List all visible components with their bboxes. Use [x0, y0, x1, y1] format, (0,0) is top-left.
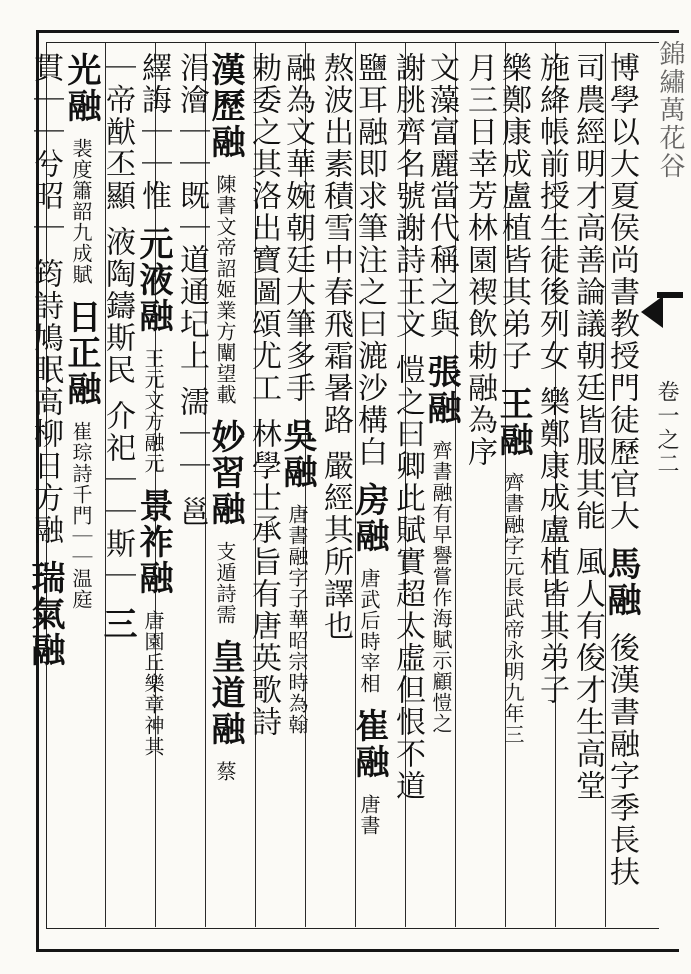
heading-term: 光融: [61, 52, 101, 124]
body-text: 月三日幸芳林園褉飲勅融為序: [462, 52, 497, 468]
body-text: 愷之曰卿此賦實超太虛但恨不道: [390, 354, 425, 802]
annotation-text: 蔡: [213, 761, 237, 782]
annotation-text: 齊書融字元長武帝永明九年三: [501, 472, 525, 745]
annotation-text: 王元文方融元: [141, 348, 165, 474]
heading-term: 王融: [493, 386, 533, 458]
annotation-text: 唐書融字子華昭宗時為翰: [285, 504, 309, 735]
annotation-text: 支遁詩需: [213, 541, 237, 625]
heading-term: 馬融: [601, 546, 641, 618]
body-text: 嚴經其所譯也: [318, 450, 353, 642]
body-text: 貫｜｜兮昭｜: [28, 52, 63, 244]
text-column: [133, 52, 173, 920]
text-column: [277, 52, 317, 920]
body-text: 鹽耳融即求筆注之曰漉沙構白: [352, 52, 387, 468]
text-column: [316, 52, 353, 920]
heading-term: 瑞氣融: [25, 560, 65, 668]
body-text: 司農經明才高善論議朝廷皆服其能: [570, 52, 605, 532]
body-text: 繹誨｜｜惟: [136, 52, 171, 212]
heading-term: 妙習融: [205, 419, 245, 527]
text-column: [532, 52, 569, 920]
body-text: 風人有俊才生高堂: [570, 546, 605, 802]
body-text: 謝朓齊名號謝詩王文: [390, 52, 425, 340]
text-column: [172, 52, 209, 920]
heading-term: 吳融: [277, 418, 317, 490]
fishtail-mark: [641, 296, 663, 328]
annotation-text: 崔琮詩千門｜｜温庭: [69, 421, 93, 610]
body-text: 濡｜｜: [174, 386, 209, 482]
text-column: [421, 52, 461, 920]
body-text: 後漢書融字季長扶: [604, 632, 639, 888]
text-column: [568, 52, 605, 920]
text-column: [61, 52, 101, 920]
text-column: [601, 52, 641, 920]
heading-term: 房融: [349, 482, 389, 554]
body-text: 涓澮｜｜既｜道通圮上: [174, 52, 209, 372]
text-column: [349, 52, 389, 920]
heading-term: 漢歷融: [205, 52, 245, 160]
annotation-text: 齊書融有早譽嘗作海賦示顧愷之: [429, 440, 453, 734]
text-column: [388, 52, 425, 920]
heading-term: 三: [97, 606, 137, 642]
heading-term: 崔融: [349, 708, 389, 780]
heading-term: 日正融: [61, 299, 101, 407]
annotation-text: 唐書: [357, 794, 381, 836]
heading-term: 張融: [421, 354, 461, 426]
body-text: ｜帝猷丕顯: [100, 52, 135, 212]
text-column: [25, 52, 65, 920]
body-text: 融為文華婉朝廷大筆多手: [280, 52, 315, 404]
annotation-text: 陳書文帝詔姬業方闡望載: [213, 174, 237, 405]
text-column: [205, 52, 245, 920]
body-text: 樂鄭康成盧植皆其弟子: [534, 386, 569, 706]
body-text: 介祀｜｜斯｜: [100, 400, 135, 592]
body-text: 樂鄭康成盧植皆其弟子: [496, 52, 531, 372]
text-column: [493, 52, 533, 920]
heading-term: 皇道融: [205, 639, 245, 747]
annotation-text: 裴度簫韶九成賦: [69, 138, 93, 285]
body-text: 勅委之其洛出寶圖頌尤工: [246, 52, 281, 404]
annotation-text: 唐武后時宰相: [357, 568, 381, 694]
text-column: [244, 52, 281, 920]
text-column: [460, 52, 497, 920]
body-text: 熬波出素積雪中春飛霜暑路: [318, 52, 353, 436]
body-text: 林學士承旨有唐英歌詩: [246, 418, 281, 738]
body-text: 文藻富麗當代稱之與: [424, 52, 459, 340]
body-text: 施絳帳前授生徒後列女: [534, 52, 569, 372]
margin-volume-label: 卷一之二: [654, 380, 679, 476]
heading-term: 景祚融: [133, 488, 173, 596]
body-text: 筠詩鳩眠高柳日方融: [28, 258, 63, 546]
annotation-text: 唐園丘樂章神其: [141, 610, 165, 757]
margin-book-title: 錦繡萬花谷: [655, 40, 685, 180]
heading-term: 元液融: [133, 226, 173, 334]
body-text: 液陶鑄斯民: [100, 226, 135, 386]
body-text: 博學以大夏侯尚書教授門徒歷官大: [604, 52, 639, 532]
text-column: [97, 52, 137, 920]
body-text: 邕: [174, 496, 209, 528]
